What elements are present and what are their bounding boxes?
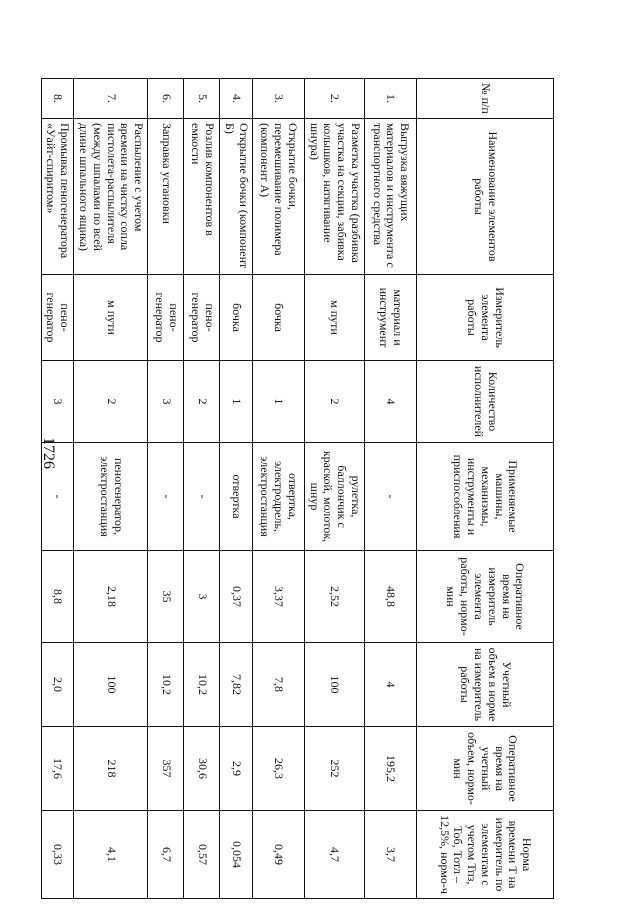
header-cell: Применяемые машины, механизмы, инструменты и приспособления [417,443,554,551]
table-row [220,79,253,899]
table-cell: 1 [220,361,253,443]
table-cell: 7,82 [220,643,253,727]
header-cell: Норма времени Т на измеритель по элементам с учетом Тпз, Тоб, Тотл – 12,5%, нормо-ч [417,811,554,899]
table-cell: материал и инструмент [365,275,417,361]
table-cell: 2. [304,79,364,119]
table-cell: 1. [365,79,417,119]
table-cell: рулетка, баллончик с краской, молоток, шнур [304,443,364,551]
table-cell: 0,37 [220,551,253,643]
table-cell: 7,8 [252,643,304,727]
table-row [365,79,417,899]
table-row [252,79,304,899]
table-cell: 252 [304,727,364,811]
table-cell: отвертка [220,443,253,551]
table-cell: бочка [252,275,304,361]
table-cell: 3,37 [252,551,304,643]
table-cell: Заправка установки [148,119,184,275]
table-cell: м пути [304,275,364,361]
table-cell: 4 [365,643,417,727]
table-cell: 3,7 [365,811,417,899]
table-cell: 3 [41,361,74,443]
table-cell: 2 [74,361,148,443]
table-cell: 5. [184,79,220,119]
table-cell: 100 [304,643,364,727]
table-cell: 0,49 [252,811,304,899]
table-cell: 30,6 [184,727,220,811]
header-cell: Наименование элементов работы [417,119,554,275]
table-row [148,79,184,899]
table-cell: - [41,443,74,551]
table-cell: - [365,443,417,551]
table-cell: 3 [148,361,184,443]
table-cell: 195,2 [365,727,417,811]
table-cell: 1 [252,361,304,443]
table-cell: 3 [184,551,220,643]
table-header-row [417,79,554,899]
table-cell: 0,57 [184,811,220,899]
table-cell: Разметка участка (разбивка участка на секции, забивка колышков, натягивание шнура) [304,119,364,275]
table-cell: 4. [220,79,253,119]
table-cell: 17,6 [41,727,74,811]
table-cell: пено-генератор [184,275,220,361]
table-cell: - [148,443,184,551]
table-cell: 0,33 [41,811,74,899]
table-cell: 4,7 [304,811,364,899]
table-cell: 218 [74,727,148,811]
table-cell: 4 [365,361,417,443]
header-cell: № п/п [417,79,554,119]
table-cell: Розлив компонентов в емкости [184,119,220,275]
norms-table [41,78,554,899]
table-cell: 2,18 [74,551,148,643]
table-cell: пеногенератор, электростанция [74,443,148,551]
table-cell: Открытие бочки, перемешивание полимера (компонент А) [252,119,304,275]
table-cell: 4,1 [74,811,148,899]
table-cell: отвертка, электродрель, электростанция [252,443,304,551]
table-cell: бочка [220,275,253,361]
table-cell: 6. [148,79,184,119]
table-cell: 48,8 [365,551,417,643]
table-cell: Промывка пеногенератора «Уайт-спиритом» [41,119,74,275]
table-cell: пено-генератор [148,275,184,361]
table-cell: Распыление с учетом времени на чистку сопла пистолета-распылителя (между шпалами по всей длине шпального ящика) [74,119,148,275]
table-cell: м пути [74,275,148,361]
table-body [41,79,416,899]
table-cell: 8. [41,79,74,119]
table-cell: 10,2 [148,643,184,727]
table-cell: Выгрузка вяжущих материалов и инструмента с транспортного средства [365,119,417,275]
header-cell: Оперативное время на учетный объем, нормо-мин [417,727,554,811]
table-row [74,79,148,899]
table-cell: 2,52 [304,551,364,643]
header-cell: Количество исполнителей [417,361,554,443]
table-cell: 6,7 [148,811,184,899]
table-cell: Открытие бочки (компонент Б) [220,119,253,275]
table-cell: 7. [74,79,148,119]
page-number: 1726 [40,437,57,469]
table-cell: 357 [148,727,184,811]
header-cell: Учетный объем в норме на измеритель работы [417,643,554,727]
table-cell: 0,054 [220,811,253,899]
table-cell: пено-генератор [41,275,74,361]
table-cell: 3. [252,79,304,119]
table-cell: 2 [304,361,364,443]
header-cell: Измеритель элемента работы [417,275,554,361]
header-cell: Оперативное время на измеритель элемента работы, нормо-мин [417,551,554,643]
table-cell: 2 [184,361,220,443]
table-row [41,79,74,899]
table-cell: 35 [148,551,184,643]
table-cell: 26,3 [252,727,304,811]
table-row [304,79,364,899]
table-cell: 10,2 [184,643,220,727]
table-cell: 100 [74,643,148,727]
table-cell: - [184,443,220,551]
table-cell: 2,0 [41,643,74,727]
table-cell: 2,9 [220,727,253,811]
table-cell: 8,8 [41,551,74,643]
table-row [184,79,220,899]
